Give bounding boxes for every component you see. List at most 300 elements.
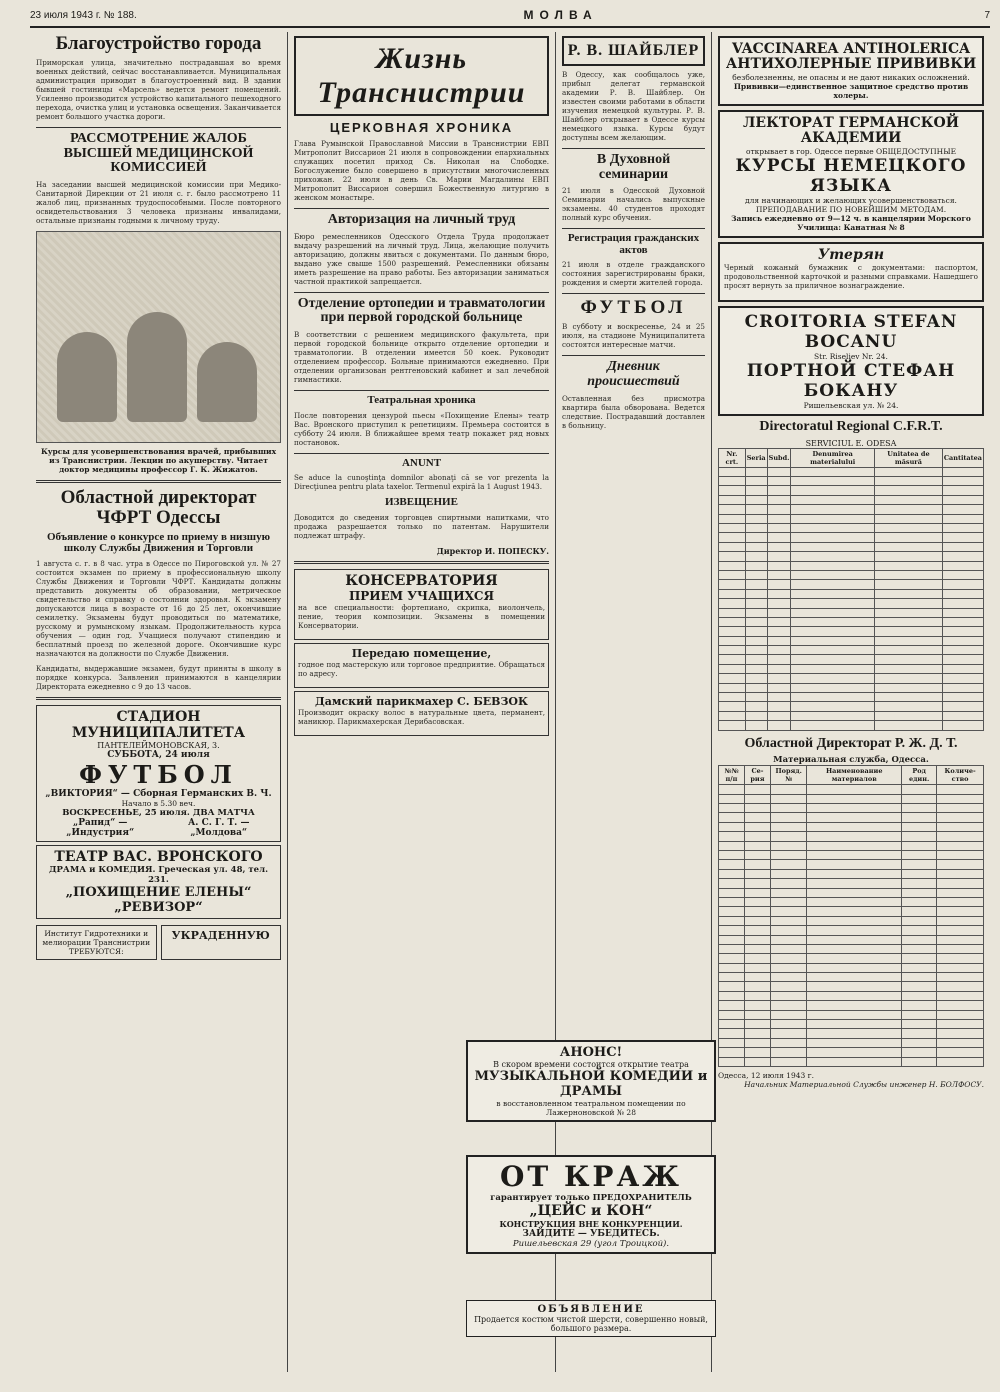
table-cell (902, 822, 937, 831)
table-cell (719, 505, 746, 514)
table-cell (771, 822, 807, 831)
table-cell (719, 1001, 745, 1010)
conservatory-ad (294, 569, 549, 640)
table-cell (771, 813, 807, 822)
table-header-cell: №№ п/п (719, 766, 745, 785)
table-cell (767, 721, 791, 730)
theatre-title: ТЕАТР ВАС. ВРОНСКОГО (54, 848, 263, 865)
table-cell (937, 813, 984, 822)
table-row (719, 1048, 984, 1057)
table-cell (719, 580, 746, 589)
table-cell (767, 608, 791, 617)
table-row (719, 608, 984, 617)
table-cell (791, 721, 875, 730)
match-1: „ВИКТОРИЯ“ — Сборная Германских В. Ч. (45, 788, 272, 799)
table-row (719, 1010, 984, 1019)
table-cell (745, 674, 767, 683)
table-cell (719, 599, 746, 608)
table-cell (719, 869, 745, 878)
table-cell (719, 561, 746, 570)
table-cell (791, 702, 875, 711)
table-cell (874, 580, 942, 589)
table-cell (937, 907, 984, 916)
table-cell (791, 505, 875, 514)
tailor-address: Ришельевская ул. № 24. (803, 400, 899, 410)
table-row (719, 693, 984, 702)
table-cell (719, 916, 745, 925)
sketch-illustration (36, 231, 281, 443)
table-cell (791, 617, 875, 626)
table-cell (745, 486, 767, 495)
table-cell (807, 804, 902, 813)
table-row (719, 627, 984, 636)
table-row (719, 495, 984, 504)
table-cell (767, 514, 791, 523)
table-cell (807, 794, 902, 803)
table-header-cell: Наименование материалов (807, 766, 902, 785)
table-cell (874, 523, 942, 532)
table-cell (767, 477, 791, 486)
table-cell (767, 580, 791, 589)
table-cell (719, 851, 745, 860)
table-cell (874, 636, 942, 645)
table-cell (744, 851, 770, 860)
table-cell (902, 1038, 937, 1047)
table-cell (719, 954, 745, 963)
table-cell (937, 804, 984, 813)
article-title: Дневник происшествий (587, 359, 680, 390)
table-cell (942, 646, 983, 655)
theatre-subtitle: ДРАМА и КОМЕДИЯ. Греческая ул. 48, тел. 231. (48, 864, 269, 885)
table-cell (874, 552, 942, 561)
table-cell (791, 514, 875, 523)
article-body: Бюро ремесленников Одесского Отдела Труда продолжает выдачу разрешений на личный труд. Лица, желающие получить авторизацию, должны явиться с документами. По данным бюро, выдано уже свыше 1500 разрешений. Ремесленники обязаны иметь разрешение на право работы. Без авторизации заниматься частной практикой запрещается. (294, 231, 549, 286)
table-cell (745, 627, 767, 636)
table-row (719, 963, 984, 972)
section-subhead: ЦЕРКОВНАЯ ХРОНИКА (329, 120, 514, 135)
table-cell (807, 813, 902, 822)
table-row (719, 570, 984, 579)
table-cell (807, 1057, 902, 1066)
table-cell (719, 888, 745, 897)
ad-body: годное под мастерскую или торговое предприятие. Обращаться по адресу. (298, 659, 545, 678)
table-cell (767, 683, 791, 692)
table-cell (719, 991, 745, 1000)
table-cell (771, 1029, 807, 1038)
table-cell (942, 514, 983, 523)
table-cell (767, 617, 791, 626)
table-cell (902, 926, 937, 935)
table-cell (719, 879, 745, 888)
courses-title: КУРСЫ НЕМЕЦКОГО ЯЗЫКА (735, 155, 967, 196)
table-cell (771, 926, 807, 935)
table-cell (902, 954, 937, 963)
table-cell (791, 552, 875, 561)
table-cell (937, 1001, 984, 1010)
football-heading: ФУТБОЛ (79, 759, 238, 789)
table-cell (767, 702, 791, 711)
table-cell (937, 822, 984, 831)
table-cell (942, 711, 983, 720)
column-4 (712, 32, 990, 1372)
table-cell (744, 860, 770, 869)
table-cell (874, 664, 942, 673)
check-line: ЗАЙДИТЕ — УБЕДИТЕСЬ. (522, 1229, 660, 1239)
article-title: Регистрация гражданских актов (567, 232, 700, 256)
article-body: Приморская улица, значительно пострадавшая во время военных действий, сейчас восстанавливается. Муниципальная администрация приводит в благоустроенный вид. В здании бывшей гостиницы «Марсель» ведется ремонт помещений. Усиленно производится устройство капитального пешеходного перехода, очистка улиц и установка освещения. Заканчивается ремонт большого участка дороги. (36, 57, 281, 121)
table-cell (874, 627, 942, 636)
table-cell (791, 467, 875, 476)
table-cell (874, 570, 942, 579)
table-row (719, 982, 984, 991)
table-cell (791, 589, 875, 598)
table-cell (767, 552, 791, 561)
article-title: Благоустройство города (55, 33, 262, 54)
table-cell (807, 973, 902, 982)
table-cell (937, 888, 984, 897)
table-cell (771, 1048, 807, 1057)
table-cell (745, 570, 767, 579)
stadium-ad (36, 705, 281, 842)
table-cell (771, 841, 807, 850)
table-row (719, 851, 984, 860)
illustration-caption: Курсы для усовершенствования врачей, прибывших из Транснистрии. Лекции по акушерству. Читает доктор медицины профессор Г. К. Жижатов. (40, 447, 277, 474)
lectorate-sub: открывает в гор. Одессе первые ОБЩЕДОСТУПНЫЕ (745, 146, 957, 156)
table-row (719, 879, 984, 888)
table-cell (745, 523, 767, 532)
sale-ad (466, 1300, 716, 1337)
table-cell (719, 495, 746, 504)
table-cell (767, 636, 791, 645)
table-cell (937, 897, 984, 906)
table-cell (745, 580, 767, 589)
table-row (719, 467, 984, 476)
table-row (719, 533, 984, 542)
table-cell (937, 841, 984, 850)
table-cell (902, 973, 937, 982)
table-row (719, 785, 984, 794)
table-cell (902, 907, 937, 916)
vacc-tail: Прививки—единственное защитное средство против холеры. (733, 81, 969, 100)
table-cell (719, 1029, 745, 1038)
table-cell (807, 832, 902, 841)
table-cell (807, 963, 902, 972)
table-cell (791, 561, 875, 570)
table-cell (874, 693, 942, 702)
table-cell (937, 1057, 984, 1066)
table-cell (771, 832, 807, 841)
table-cell (767, 599, 791, 608)
table-cell (771, 794, 807, 803)
cfrt-title: Directoratul Regional C.F.R.T. (759, 418, 943, 434)
table-cell (874, 477, 942, 486)
table-cell (719, 533, 746, 542)
ad-body: Производит окраску волос в натуральные цвета, перманент, маникюр. Парикмахерская Дерибасовская. (298, 707, 545, 726)
table-cell (719, 897, 745, 906)
table-cell (719, 832, 745, 841)
table-cell (771, 897, 807, 906)
table-cell (902, 916, 937, 925)
table-row (719, 944, 984, 953)
table-cell (791, 580, 875, 589)
table-cell (719, 860, 745, 869)
table-cell (745, 693, 767, 702)
table-cell (745, 467, 767, 476)
table-cell (719, 514, 746, 523)
table-row (719, 897, 984, 906)
table-cell (874, 683, 942, 692)
sale-title: ОБЪЯВЛЕНИЕ (537, 1304, 645, 1315)
vacc-ro-title: VACCINAREA ANTIHOLERICA (732, 41, 970, 57)
table-cell (767, 655, 791, 664)
table-cell (767, 486, 791, 495)
table-cell (937, 851, 984, 860)
table-cell (902, 860, 937, 869)
table-cell (791, 627, 875, 636)
article-body: Оставленная без присмотра квартира была обворована. Ведется следствие. Пострадавший доставлен в больницу. (562, 393, 705, 430)
table-cell (745, 495, 767, 504)
table-cell (937, 794, 984, 803)
table-cell (771, 851, 807, 860)
table-cell (807, 916, 902, 925)
table-cell (767, 523, 791, 532)
table-cell (807, 982, 902, 991)
table-cell (744, 982, 770, 991)
sale-text: Продается костюм чистой шерсти, совершенно новый, большого размера. (474, 1315, 708, 1333)
table-cell (807, 944, 902, 953)
article-title: Авторизация на личный труд (327, 212, 516, 227)
table-cell (807, 935, 902, 944)
table-cell (719, 804, 745, 813)
table-row (719, 542, 984, 551)
table-row (719, 973, 984, 982)
table-header-cell: Поряд. № (771, 766, 807, 785)
vaccination-ad (718, 36, 984, 106)
table-cell (874, 589, 942, 598)
table-cell (744, 954, 770, 963)
table-cell (745, 542, 767, 551)
table-cell (719, 627, 746, 636)
table-cell (937, 991, 984, 1000)
table-cell (719, 570, 746, 579)
sunday-matches: ВОСКРЕСЕНЬЕ, 25 июля. ДВА МАТЧА (62, 807, 255, 818)
table-cell (942, 599, 983, 608)
table-cell (745, 702, 767, 711)
table-cell (902, 841, 937, 850)
table-cell (744, 1057, 770, 1066)
table-row (719, 1057, 984, 1066)
table-cell (937, 944, 984, 953)
institute-ad: Институт Гидротехники и мелиорации Транснистрии ТРЕБУЮТСЯ: (36, 925, 157, 960)
table-cell (942, 636, 983, 645)
table-cell (807, 869, 902, 878)
table-cell (791, 523, 875, 532)
article-title: РАССМОТРЕНИЕ ЖАЛОБ ВЫСШЕЙ МЕДИЦИНСКОЙ КОМИССИЕЙ (63, 130, 254, 176)
table-row (719, 664, 984, 673)
table-cell (902, 813, 937, 822)
article-body: На заседании высшей медицинской комиссии при Медико-Санитарной Дирекции от 21 июля с. г. было рассмотрено 11 жалоб лиц, признанных трудоспособными. После повторного освидетельствования 3 человека признаны инвалидами, остальные признаны годными к личному труду. (36, 180, 281, 225)
table-cell (874, 561, 942, 570)
play-title-2: „РЕВИЗОР“ (114, 899, 203, 915)
transfer-ad (294, 643, 549, 688)
match-2: „Рапид“ — „Индустрия“ (66, 817, 135, 838)
table-cell (744, 1020, 770, 1029)
table-cell (902, 804, 937, 813)
table-cell (744, 879, 770, 888)
zeiss-address: Ришельевская 29 (угол Троицкой). (512, 1239, 670, 1249)
salon-ad (294, 691, 549, 736)
croitoria-address: Str. Riseliev Nr. 24. (814, 351, 888, 361)
table-cell (719, 926, 745, 935)
table-row (719, 683, 984, 692)
masthead (30, 4, 990, 28)
table-cell (771, 1001, 807, 1010)
table-cell (807, 926, 902, 935)
table-cell (745, 655, 767, 664)
table-header-cell: Количе-ство (937, 766, 984, 785)
table-cell (791, 477, 875, 486)
table-cell (902, 1048, 937, 1057)
article-title: Театральная хроника (367, 394, 476, 407)
table-cell (807, 860, 902, 869)
table-row (719, 841, 984, 850)
table-cell (719, 1010, 745, 1019)
table-header-cell: Unitatea de măsură (874, 448, 942, 467)
table-cell (719, 822, 745, 831)
column-1 (30, 32, 288, 1372)
match-3: А. С. Г. Т. — „Молдова“ (187, 817, 250, 838)
table-cell (771, 804, 807, 813)
table-row (719, 907, 984, 916)
table-row (719, 477, 984, 486)
table-cell (807, 879, 902, 888)
table-cell (807, 1010, 902, 1019)
announce-text: В скором времени состоится открытие театра (493, 1060, 689, 1069)
table-cell (937, 935, 984, 944)
table-header-cell: Subd. (767, 448, 791, 467)
table-cell (807, 907, 902, 916)
table-cell (771, 907, 807, 916)
table-cell (791, 636, 875, 645)
table-cell (807, 851, 902, 860)
table-cell (902, 879, 937, 888)
table-cell (745, 608, 767, 617)
rzdt-title: Областной Директорат Р. Ж. Д. Т. (744, 735, 958, 751)
table-cell (744, 1038, 770, 1047)
table-cell (874, 655, 942, 664)
table-cell (744, 841, 770, 850)
table-cell (791, 674, 875, 683)
table-cell (791, 495, 875, 504)
table-cell (767, 664, 791, 673)
ad-body: Черный кожаный бумажник с документами: паспортом, продовольственной карточкой и разными справками. Нашедшего просят вернуть за приличное вознаграждение. (724, 262, 978, 290)
table-header-cell: Seria (745, 448, 767, 467)
table-cell (807, 888, 902, 897)
table-cell (719, 813, 745, 822)
table-cell (767, 467, 791, 476)
table-cell (902, 963, 937, 972)
table-row (719, 1001, 984, 1010)
table-cell (744, 794, 770, 803)
table-cell (719, 693, 746, 702)
table-row (719, 674, 984, 683)
article-body: 1 августа с. г. в 8 час. утра в Одессе по Пироговской ул. № 27 состоится экзамен по приему в профессиональную школу Службы Движения и Торговли ЧФРТ. Кандидаты должны представить документы об образовании, метрическое свидетельство и справку о состоянии здоровья. К экзамену допускаются лица в возрасте от 16 до 25 лет, окончившие семилетку. Экзамены будут проводиться по математике, русскому и румынскому языкам. Продолжительность курса обучения — один год. Учащиеся получают стипендию и бесплатный проезд по железной дороге. Окончившие курс назначаются на должности по Службе Движения. (36, 558, 281, 658)
table-cell (719, 608, 746, 617)
lost-ad (718, 242, 984, 302)
table-row (719, 860, 984, 869)
table-cell (719, 785, 745, 794)
table-cell (719, 973, 745, 982)
table-cell (902, 832, 937, 841)
table-row (719, 1020, 984, 1029)
table-header-cell: Nr. crt. (719, 448, 746, 467)
table-cell (902, 897, 937, 906)
table-cell (942, 561, 983, 570)
table-cell (719, 935, 745, 944)
table-row (719, 486, 984, 495)
table-cell (942, 477, 983, 486)
table-cell (942, 627, 983, 636)
table-row (719, 655, 984, 664)
article-body: 21 июля в отделе гражданского состояния зарегистрированы браки, рождения и смерти жителей города. (562, 260, 705, 288)
table-cell (937, 860, 984, 869)
table-cell (744, 1010, 770, 1019)
courses-address: Запись ежедневно от 9—12 ч. в канцелярии Морского Училища: Канатная № 8 (731, 213, 971, 232)
table-cell (942, 664, 983, 673)
table-cell (902, 944, 937, 953)
table-cell (771, 1038, 807, 1047)
play-title: „ПОХИЩЕНИЕ ЕЛЕНЫ“ (65, 884, 252, 900)
table-cell (874, 533, 942, 542)
article-body: После повторения цензурой пьесы «Похищение Елены» театр Вас. Вронского приступил к репетициям. Премьера состоится в субботу 24 июля. В ближайшее время театр покажет ряд новых постановок. (294, 410, 549, 447)
match-1-time: Начало в 5.30 веч. (121, 798, 196, 808)
article-title: ФУТБОЛ (580, 297, 687, 319)
rzdt-sub: Материальная служба, Одесса. (773, 755, 929, 766)
table-cell (767, 561, 791, 570)
date-line: Одесса, 12 июля 1943 г. (718, 1070, 814, 1080)
table-row (719, 935, 984, 944)
cfrt-sub: SERVICIUL E. ODESA (805, 438, 897, 448)
table-cell (937, 1038, 984, 1047)
table-cell (942, 523, 983, 532)
materials-table-ru (718, 765, 984, 1067)
table-cell (807, 1020, 902, 1029)
musical-sub: в восстановленном театральном помещении по Лажерноновской № 28 (496, 1099, 686, 1117)
table-cell (767, 533, 791, 542)
lectorate-title: ЛЕКТОРАТ ГЕРМАНСКОЙ АКАДЕМИИ (743, 114, 959, 147)
stadium-title: СТАДИОН МУНИЦИПАЛИТЕТА (71, 708, 246, 741)
table-row (719, 888, 984, 897)
table-cell (745, 552, 767, 561)
table-cell (745, 514, 767, 523)
table-cell (767, 693, 791, 702)
table-cell (719, 702, 746, 711)
table-cell (767, 495, 791, 504)
article-body: 21 июля в Одесской Духовной Семинарии начались выпускные экзамены. 40 студентов проходят полный курс обучения. (562, 186, 705, 223)
table-cell (942, 608, 983, 617)
table-cell (744, 785, 770, 794)
table-cell (942, 467, 983, 476)
article-subtitle: Объявление о конкурсе по приему в низшую школу Службы Движения и Торговли (46, 530, 271, 555)
materials-table-ro (718, 448, 984, 731)
table-cell (942, 542, 983, 551)
table-header-cell: Се-рия (744, 766, 770, 785)
table-cell (807, 1038, 902, 1047)
table-cell (745, 589, 767, 598)
table-cell (942, 693, 983, 702)
table-cell (771, 991, 807, 1000)
table-cell (937, 973, 984, 982)
